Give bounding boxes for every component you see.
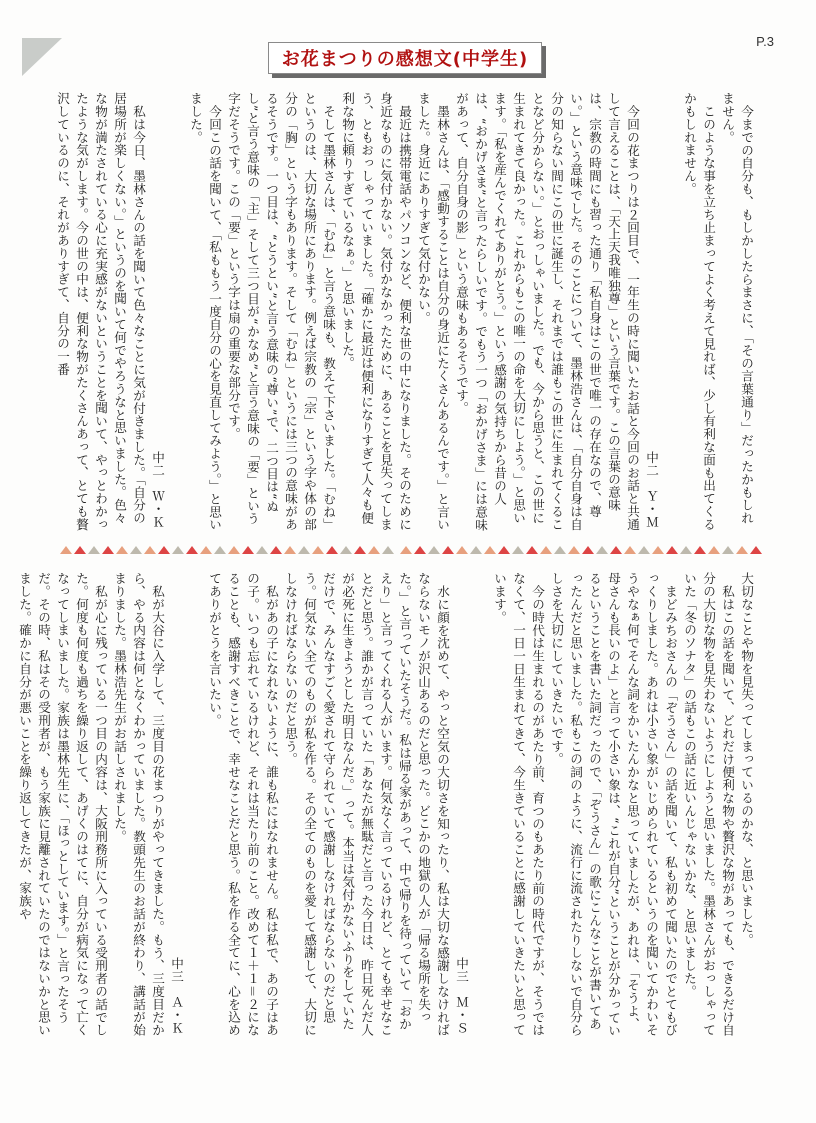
essay-paragraph: 大切なことや物を見失ってしまっているのかな、と思いました。 bbox=[739, 572, 754, 947]
essay-paragraph: 水に顔を沈めて、やっと空気の大切さを知ったり、私は大切な感謝しなければならないモノが沢山あるのだと思った。どこかの地獄の人が「帰る場所を失った。」と言っていたそうだ。私は帰る家があって、中で帰りを待っていて「おかえり」と言ってくれる人がいます。何気なく言っているけれど、とても幸せなことだと思う。誰かが言っていた「あなたが無駄だと言った今日は、昨日死んだ人が必死に生きようとした明日なんだ。」って。本当は気付かないふりをしていただけで、みんなすごく愛されて守られていて感謝しなければならないのだと思う。何気ない全てのものが私を作る。その全てのものを愛して感謝して、大切にしなければならないのだと思う。 bbox=[283, 572, 450, 1037]
essay-paragraph: 墨林さんは、「感動することは自分の身近にたくさんあるんです。」と言いました。身近にありすぎて気付かない。 bbox=[416, 92, 450, 531]
section-divider-left bbox=[60, 546, 380, 560]
essay-continued-top bbox=[680, 92, 756, 534]
essay-paragraph: 今までの自分も、もしかしたらまさに、「その言葉通り」だったかもしれません。 bbox=[720, 92, 754, 524]
essay-paragraph: 私が心に残っている一つ目の内容は、大阪刑務所に入っている受刑者の話でした。何度も何度も過ちを繰り返して、あげくのはてに、自分が病気になって亡くなってしまいました。家族は墨林先生に、「ほっとしています。」と言ったそうだ。その時、私はその受刑者が、もう家族に見離されていたのではないかと思いました。確かに自分が悪いことを繰り返してきたが、家族や bbox=[17, 572, 108, 1037]
corner-triangle-decoration bbox=[22, 38, 62, 76]
essay-paragraph: 今回この話を聞いて、「私ももう一度自分の心を見直してみよう。」と思いました。 bbox=[188, 92, 222, 531]
essay-paragraph: 私が大谷に入学して、三度目の花まつりがやってきました。もう、三度目だから、やる内容は何となくわかっていました。教頭先生のお話が終わり、講話が始まりました。墨林浩先生がお話しされました。 bbox=[112, 572, 165, 1037]
essay-paragraph: 最近は携帯電話やパソコンなど、便利な世の中になりました。そのために身近なものに気付かない。気付かなかったために、あることを見失ってしまう、ともおっしゃっていました。「確かに最近は便利になりすぎて人々も便利な物に頼りすぎているなぁ。」と思いました。 bbox=[340, 92, 412, 531]
essay-byline: 中二 Ｙ・Ｍ bbox=[644, 450, 659, 528]
essay-paragraph: 今の時代は生まれるのがあたり前、育つのもあたり前の時代ですが、そうではなくて、一日一日生まれてきて、今生きていることに感謝していきたいと思っています。 bbox=[492, 572, 545, 1037]
essay-continued-bottom bbox=[490, 572, 756, 1040]
page-title: お花まつりの感想文(中学生) bbox=[281, 49, 529, 70]
essay-wk bbox=[53, 92, 167, 534]
bottom-text-band bbox=[17, 572, 756, 1040]
title-box bbox=[268, 42, 542, 74]
essay-paragraph: 今回の花まつりは２回目で、一年生の時に聞いたお話と今回のお話と共通して言えることは、「天上天我唯独尊」という言葉です。この言葉の意味は、宗教の時間にも習った通り「私自身はこの世で唯一の存在なので、尊い。」という意味でした。そのことについて、墨林浩さんは、「自分自身は自分の知らない間にこの世に誕生し、それまでは誰もこの世に生まれてくることなど分からない。」とおっしゃいました。でも、今から思うと、この世に生まれてきて良かった。これからもこの唯一の命を大切にしよう。」と思います。「私を産んでくれてありがとう。」という感謝の気持ちから昔の人は、“おかげさま”と言ったらしいです。でもう一つ「おかげさま」には意味があって、自分自身の影」という意味もあるそうです。 bbox=[454, 92, 640, 532]
page-number: P.3 bbox=[756, 34, 774, 49]
section-divider-right bbox=[400, 546, 760, 560]
essay-paragraph: そして墨林さんは、「むね」と言う意味も、教えて下さいました。「むね」というのは、大切な場所にあります。例えば宗教の「宗」という字や体の部分の「胸」という字もあります。そして「むね」というには三つの意味があるそうです。一つ目は、“とうとい”と言う意味の“尊い”で、二つ目は“ぬし”と言う意味の「主」そして三つ目が“かなめ”と言う意味の「要」という字だそうです。この「要」という字は扇の重要な部分です。 bbox=[226, 92, 336, 531]
essay-paragraph: まどみちおさんの「ぞうさん」の話を聞いて、私も初めて聞いたのでとてもびっくりしました。あれは小さい象がいじめられているというのを聞いてかわいそうやなぁ何でそんな詞をかいたんかなと思っていましたが、あれは、「そうよ、母さんも長いのよ」と言って小さい象は、“これが自分”ということが分かっているということを書いた詞だったので、「ぞうさん」の歌にこんなことが書いてあったんだと思いました。私もこの詞のように、流行に流されたりしないで自分らしさを大切にしていきたいです。 bbox=[549, 572, 678, 1037]
essay-ms bbox=[205, 572, 471, 1040]
essay-ym bbox=[186, 92, 661, 534]
essay-byline: 中三 Ａ・Ｋ bbox=[169, 956, 184, 1034]
essay-byline: 中二 Ｗ・Ｋ bbox=[150, 450, 165, 528]
top-text-band bbox=[55, 92, 756, 534]
essay-paragraph: このような事を立ち止まってよく考えて見れば、少し有利な面も出てくるかもしれません。 bbox=[682, 92, 716, 531]
essay-paragraph: 私は今日、墨林さんの話を聞いて色々なことに気が付きました。「自分の居場所が楽しくない。」というのを聞いて何でやろうなと思いました。色々な物が満たされている心に充実感がないということを聞いて、やっとわかったような気がします。今の世の中は、便利な物がたくさんあって、とても贅沢しているのに、それがありすぎて、自分の一番 bbox=[55, 92, 146, 531]
essay-paragraph: 私があの子になれないように、誰も私にはなれません。私は私で、あの子はあの子。いつも忘れているけれど、それは当たり前のこと。改めて１＋１＝２になることも、感謝すべきことで、幸せなことだと思う。私を作る全てに、心を込めてありがとうを言いたい。 bbox=[207, 572, 279, 1037]
essay-ak bbox=[15, 572, 186, 1040]
essay-paragraph: 私はこの話を聞いて、どれだけ便利な物や贅沢な物があっても、できるだけ自分の大切な物を見失わないようにしようと思いました。墨林さんがおっしゃっていた「冬のソナタ」の話もこの話に近いんじゃないかな、と思いました。 bbox=[682, 572, 735, 1037]
essay-byline: 中三 Ｍ・Ｓ bbox=[454, 956, 469, 1034]
